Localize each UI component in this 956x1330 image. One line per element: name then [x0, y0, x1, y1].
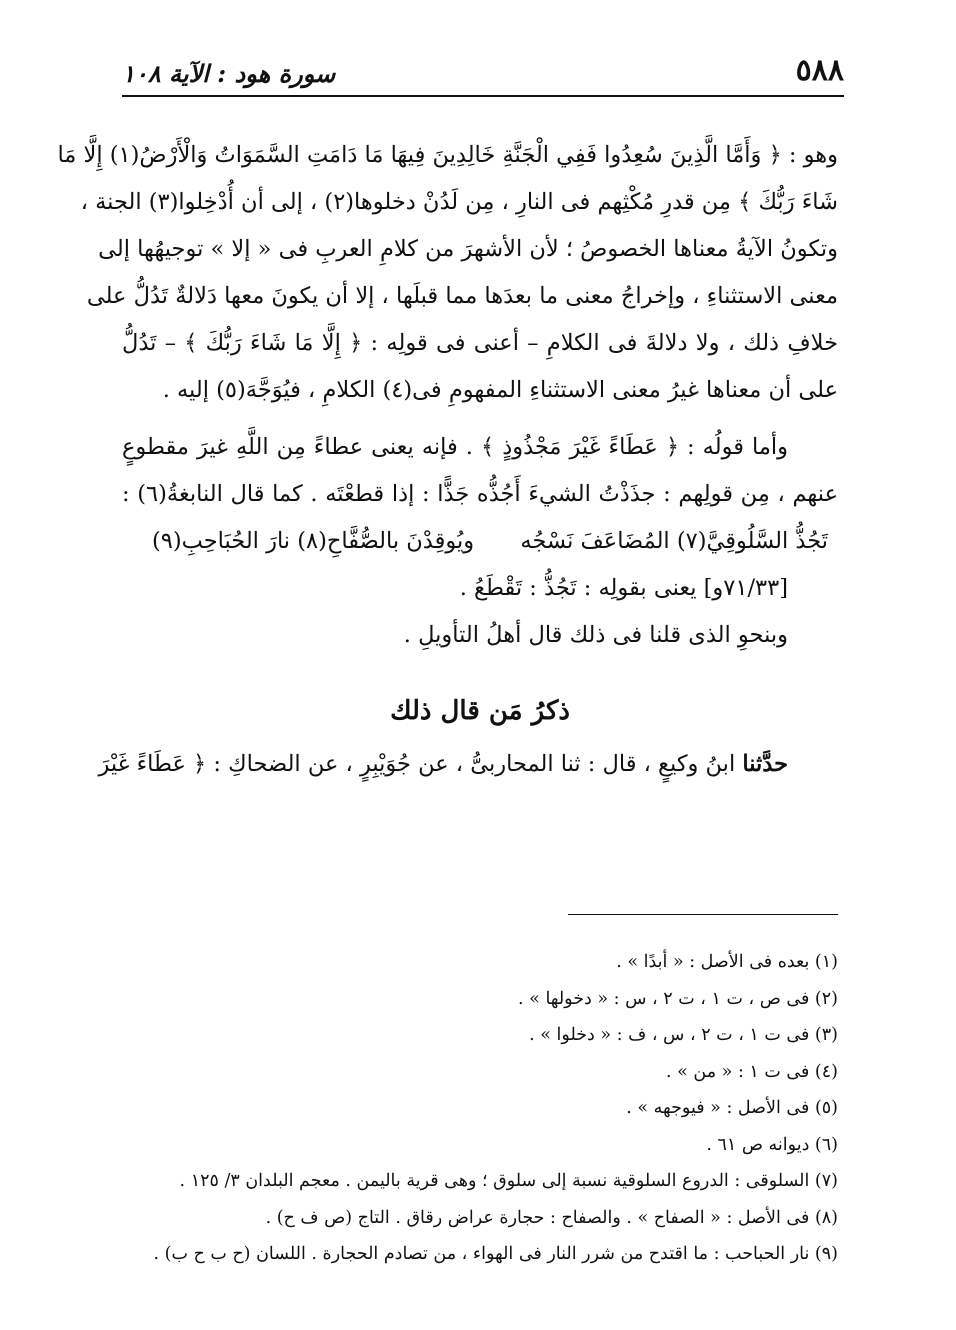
page-header: [122, 48, 844, 88]
text-line: على أن معناها غيرُ معنى الاستثناءِ المفهومِ فى(٤) الكلامِ ، فيُوَجَّهَ(٥) إليه .: [162, 377, 838, 403]
footnote-rule: [568, 914, 838, 915]
main-text: [57, 132, 839, 788]
text-line: وأما قولُه : ﴿ عَطَاءً غَيْرَ مَجْذُوذٍ ﴾ . فإنه يعنى عطاءً مِن اللَّهِ غيرَ مقطوعٍ: [122, 434, 788, 460]
isnad-lead-word: حدَّثنا: [742, 751, 788, 777]
footnote: (٩) نار الحباحب : ما اقتدح من شرر النار فى الهواء ، من تصادم الحجارة . اللسان (ح ب ح ب) .: [153, 1244, 838, 1264]
footnote: (١) بعده فى الأصل : « أبدًا » .: [616, 952, 838, 972]
running-title: سورة هود : الآية ١٠٨: [122, 59, 336, 88]
header-rule: [122, 95, 844, 97]
text-line: عنهم ، مِن قولِهم : جذَذْتُ الشيءَ أَجُذُّه جَذًّا : إذا قطعْتَه . كما قال النابغةُ(٦) :: [122, 481, 839, 507]
folio-reference-line: [٧١/٣٣و] يعنى بقولِه : تَجُذُّ : تَقْطَعُ .: [459, 575, 788, 601]
footnote: (٢) فى ص ، ت ١ ، ت ٢ ، س : « دخولها » .: [518, 988, 838, 1009]
text-line: خلافِ ذلك ، ولا دلالةَ فى الكلامِ – أعنى فى قولِه : ﴿ إِلَّا مَا شَاءَ رَبُّكَ ﴾ – تَدُلُّ: [122, 330, 838, 356]
poetry-verse: [122, 518, 838, 565]
page-number: ٥٨٨: [795, 53, 844, 88]
text-line: وتكونُ الآيةُ معناها الخصوصُ ؛ لأن الأشهرَ من كلامِ العربِ فى « إلا » توجيهُها إلى: [98, 236, 838, 262]
footnote: (٣) فى ت ١ ، ت ٢ ، س ، ف : « دخلوا » .: [529, 1025, 838, 1045]
section-heading: ذكرُ مَن قال ذلك: [390, 696, 570, 726]
footnote: (٤) فى ت ١ : « من » .: [666, 1061, 838, 1082]
footnote: (٧) السلوقى : الدروع السلوقية نسبة إلى سلوق ؛ وهى قرية باليمن . معجم البلدان ٣/ ١٢٥ .: [179, 1171, 838, 1191]
verse-hemistich-first: تَجُذُّ السَّلُوقِيَّ(٧) المُضَاعَفَ نَسْجُه: [520, 528, 828, 554]
text-line: وهو : ﴿ وَأَمَّا الَّذِينَ سُعِدُوا فَفِي الْجَنَّةِ خَالِدِينَ فِيهَا مَا دَامَتِ السَّمَوَاتُ وَالْأَرْضُ(١) إِلَّا مَا: [57, 142, 838, 168]
isnad-text: ابنُ وكيعٍ ، قال : ثنا المحاربىُّ ، عن جُوَيْبِرٍ ، عن الضحاكِ : ﴿ عَطَاءً غَيْرَ: [98, 751, 736, 777]
footnote: (٥) فى الأصل : « فيوجهه » .: [626, 1098, 838, 1118]
isnad-line: [98, 741, 838, 788]
footnotes: [122, 944, 838, 1273]
text-line: شَاءَ رَبُّكَ ﴾ مِن قدرِ مُكْثِهم فى النارِ ، مِن لَدُنْ دخلوها(٢) ، إلى أن أُدْخِلوا(٣) الجنة ،: [80, 189, 838, 215]
footnote: (٨) فى الأصل : « الصفاح » . والصفاح : حجارة عراض رقاق . التاج (ص ف ح) .: [265, 1207, 838, 1228]
footnote: (٦) ديوانه ص ٦١ .: [706, 1134, 838, 1155]
text-line: معنى الاستثناءِ ، وإخراجُ معنى ما بعدَها مما قبلَها ، إلا أن يكونَ معها دَلالةٌ تَدُلُّ على: [86, 283, 838, 309]
verse-hemistich-second: ويُوقِدْنَ بالصُّفَّاحِ(٨) نارَ الحُبَاحِبِ(٩): [152, 528, 475, 554]
text-line: وبنحوِ الذى قلنا فى ذلك قال أهلُ التأويلِ .: [403, 622, 788, 648]
paragraph-gap: [122, 414, 838, 424]
